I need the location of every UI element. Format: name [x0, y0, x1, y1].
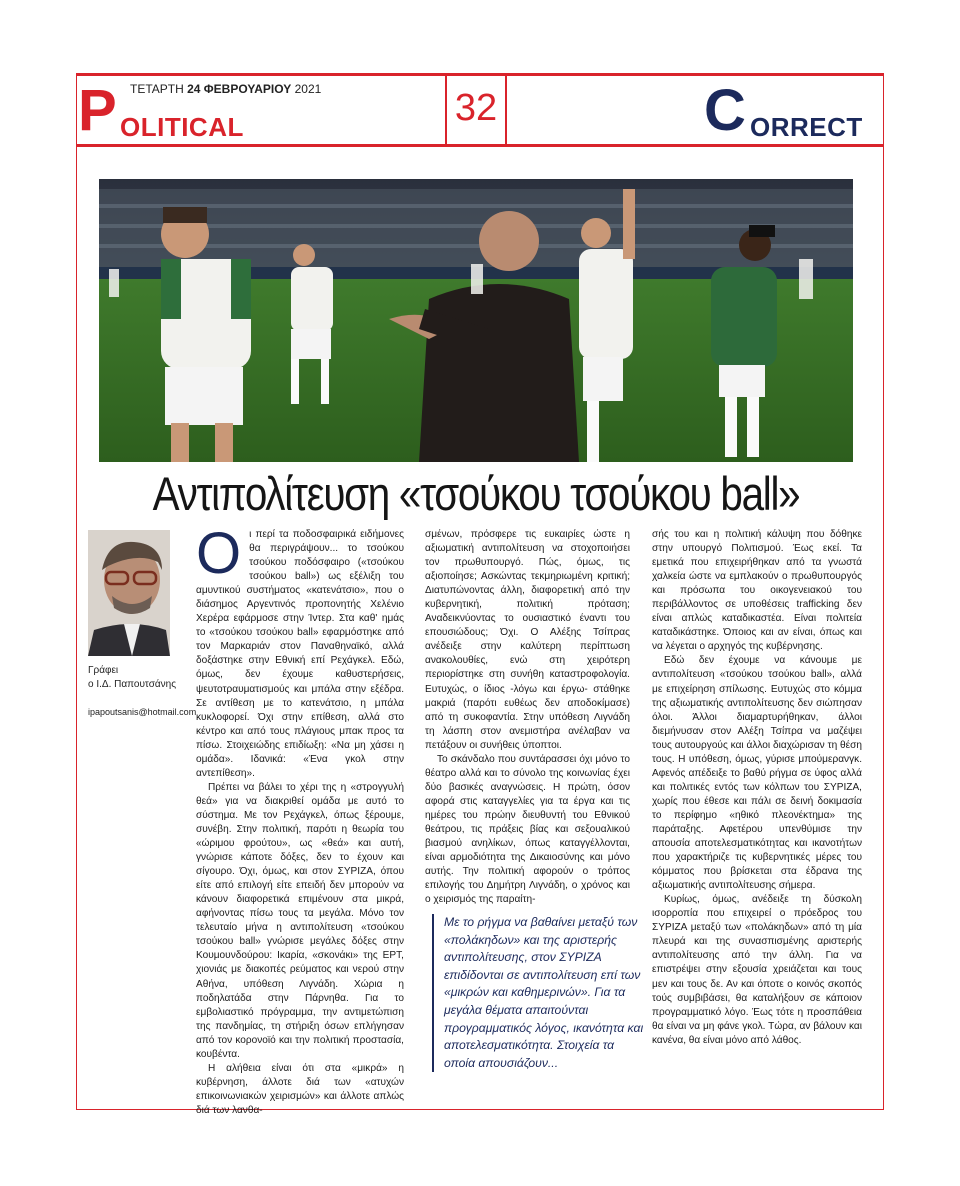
issue-date — [130, 82, 321, 96]
pull-quote: Με το ρήγμα να βαθαίνει μεταξύ των «πολάκηδων» και της αριστερής αντιπολίτευσης, στον ΣΥΡΙΖΑ επιδίδονται σε αντιπολίτευση επί των «μικρών και καθημερινών». Για τα μεγάλα θέματα απαιτούνται προγραμματικός λόγος, ικανότητα και αποτελεσματικότητα. Στοιχεία τα οποία απουσιάζουν... — [432, 914, 644, 1072]
author-name: ο Ι.Δ. Παπουτσάνης — [88, 679, 177, 690]
paragraph: Το σκάνδαλο που συντάρασσει όχι μόνο το θέατρο αλλά και το σύνολο της κοινωνίας έχει δύο βασικές αναγνώσεις. Η πρώτη, όσον αφορά στις καταγγελίες για τα έργα και τις ημέρες του πρώην διευθυντή του Εθνικού θεάτρου, τις πράξεις βίας και σεξουαλικού βιασμού ανηλίκων, όπως καταγγέλλονται, είναι αρμοδιότητα της Δικαιοσύνης και μόνο αυτής. Την πολιτική αφορούν ο τρόπος επιλογής του Δημήτρη Λιγνάδη, ο χρόνος και ο χειρισμός της παραίτη- — [425, 753, 630, 906]
paragraph: σμένων, πρόσφερε τις ευκαιρίες ώστε η αξιωματική αντιπολίτευση να στοχοποιήσει τον πρωθυπουργό. Πώς, όμως, τις αξιοποίησε; Ασκώντας τεκμηριωμένη κριτική; Διατυπώνοντας άλλη, διαφορετική από την κυβερνητική, πολιτική πρόταση; Αναδεικνύοντας το ουσιαστικό έναντι του επουσιώδους; Όχι. Ο Αλέξης Τσίπρας ανέδειξε στην καλύτερη περίπτωση ανακολουθίες, ενώ στη χειρότερη περιορίστηκε στη συνήθη καταστροφολογία. Ευτυχώς, ο ίδιος -λόγω και έργω- στάθηκε μακριά (παρότι ευθέως δεν αποδοκίμασε) από τη συκοφαντία. Στην υπόθεση Λιγνάδη τη λάσπη στον ανεμιστήρα ανέλαβαν να πετάξουν οι συνήθεις ύποπτοι. — [425, 529, 630, 751]
year: 2021 — [294, 82, 322, 96]
paragraph: Κυρίως, όμως, ανέδειξε τη δύσκολη ισορροπία που επιχειρεί ο πρόεδρος του ΣΥΡΙΖΑ μεταξύ των «πολάκηδων» από τη μία πλευρά και της συνασπισμένης αριστερής αντιπολίτευσης από την άλλη. Για να επιστρέψει στην εξουσία χρειάζεται και τους μεν και τους δε. Αν και όποτε ο κοινός σκοπός τούς συμβιβάσει, θα καταλήξουν σε κάποιον προγραμματικό λόγο. Έως τότε η προσπάθεια θα είναι να μη φάνε γκολ. Τώρα, αν βάλουν και κανένα, θα είναι μόνο από λάθος. — [652, 894, 862, 1046]
masthead-left — [78, 80, 444, 142]
article-column-3 — [652, 528, 862, 1100]
football-photo — [99, 179, 853, 462]
page-number: 32 — [454, 87, 498, 129]
paragraph: Εδώ δεν έχουμε να κάνουμε με αντιπολίτευση «τσούκου τσούκου ball», αλλά με επιχείρηση σπίλωσης. Ευτυχώς στο κόμμα της αξιωματικής αντιπολίτευσης δεν σιώπησαν όλοι. Άλλοι διαμαρτυρήθηκαν, άλλοι διεμήνυσαν στον Αλέξη Τσίπρα να μαζέψει τους αυτουργούς και άλλοι διαχώρισαν τη θέση τους. Η υπόθεση, όμως, γύρισε μπούμερανγκ. Αφενός απέδειξε το βαθύ ρήγμα σε ύφος αλλά και πολιτικές εντός των κόλπων του ΣΥΡΙΖΑ, χωρίς που έθεσε και πάλι σε δεινή δοκιμασία το περίφημο «ηθικό πλεονέκτημα» της παράταξης. Αφετέρου υπενθύμισε την απουσία αποτελεσματικότητας και ικανοτήτων που χαρακτήριζε τις κυβερνητικές μέρες του κόμματος που βρίσκεται στα έδρανα της αξιωματικής αντιπολίτευσης σήμερα. — [652, 655, 862, 892]
correct-logo-text: ORRECT — [750, 112, 863, 142]
article-column-2 — [425, 528, 630, 906]
author-email[interactable]: ipapoutsanis@hotmail.com — [88, 707, 197, 717]
author-label: Γράφει — [88, 665, 119, 676]
paragraph: Η αλήθεια είναι ότι στα «μικρά» η κυβέρνηση, άλλοτε διά των «ατυχών επικοινωνιακών χειρισμών» και άλλοτε απλώς διά των λανθα- — [196, 1062, 404, 1116]
masthead-right — [700, 80, 884, 142]
date: 24 ΦΕΒΡΟΥΑΡΙΟΥ — [187, 82, 292, 96]
weekday: ΤΕΤΑΡΤΗ — [130, 82, 184, 96]
paragraph: σής του και η πολιτική κάλυψη που δόθηκε στην υπουργό Πολιτισμού. Έως εκεί. Τα εμετικά που επιχειρήθηκαν από τα γνωστά χαλκεία ώστε να εμπλακούν ο πρωθυπουργός και πρόσωπα του οικογενειακού του περιβάλλοντος σε υποθέσεις trafficking δεν είναι απλώς καταδικαστέα. Είναι πολιτεία καταδικάστηκε. Όποιος και αν είναι, όπως και να λέγεται ο αρχηγός της κυβέρνησης. — [652, 529, 862, 653]
paragraph: ι περί τα ποδοσφαιρικά ειδήμονες θα περιγράψουν... το τσούκου τσούκου ποδόσφαιρο («τσούκου τσούκου ball») ως εξέλιξη του αμυντικού συστήματος «κατενάτσιο», που ο διάσημος Αργεντινός προπονητής Χελένιο Χερέρα εφάρμοσε στην Ίντερ. Στα καθ' ημάς το «τσούκου τσούκου ball» εφαρμόστηκε από τον Μαρκαριάν στον Παναθηναϊκό, αλλά δοξάστηκε στην Εθνική επί Ρεχάγκελ. Εδώ, όμως, δεν έχουμε καθυστερήσεις, ψευτοτραυματισμούς και μπάλα στην εξέδρα. Σε αντίθεση με το κατενάτσιο, η μπάλα κυκλοφορεί. Όχι στην επίθεση, αλλά στο κέντρο και από τους πλάγιους μπακ προς τα πίσω. Στοιχειώδης επιδίωξη: «Να μη χάσει η ομάδα». Ιδανικά: «Ένα γκολ στην αντεπίθεση». — [196, 529, 404, 779]
author-photo — [88, 530, 170, 656]
paragraph: Πρέπει να βάλει το χέρι της η «στρογγυλή θεά» για να διακριθεί ομάδα με αυτό το σύστημα. Με τον Ρεχάγκελ, όπως ξέρουμε, συνέβη. Στην πολιτική, παρότι η θεωρία του «ώριμου φρούτου», ως «θεά» και αυτή, γνώρισε κάποτε δόξες, δεν το έχουν και σίγουρο. Όχι, όμως, και στον ΣΥΡΙΖΑ, όπου είτε από επιλογή είτε επειδή δεν μπορούν να κάνουν διαφορετικά επιμένουν στα μικρά, αφήνοντας πίσω τους τα μεγάλα. Μόνο τον τελευταίο μήνα η αντιπολίτευση «τσούκου τσούκου ball» γνώρισε μεγάλες δόξες στην Κουμουνδούρου: Ικαρία, «σκονάκι» της ΕΡΤ, χιονιάς με διακοπές ρεύματος και νερού στην Αθήνα, υπόθεση Λιγνάδη. Χώρια η ποδηλατάδα στην Πάρνηθα. Για το εμβολιαστικό πρόγραμμα, την αντιμετώπιση της πανδημίας, τη στήριξη όσων επλήγησαν από τον κορονοϊό και την πολιτική προστασία, κουβέντα. — [196, 781, 404, 1060]
dropcap: Ο — [196, 521, 242, 586]
political-logo-initial: P — [78, 78, 117, 143]
article-headline: Αντιπολίτευση «τσούκου τσούκου ball» — [152, 467, 800, 520]
political-logo-text: OLITICAL — [120, 112, 244, 142]
page-number-box — [445, 73, 507, 146]
article-column-1 — [196, 521, 404, 1116]
correct-logo-initial: C — [704, 78, 746, 143]
